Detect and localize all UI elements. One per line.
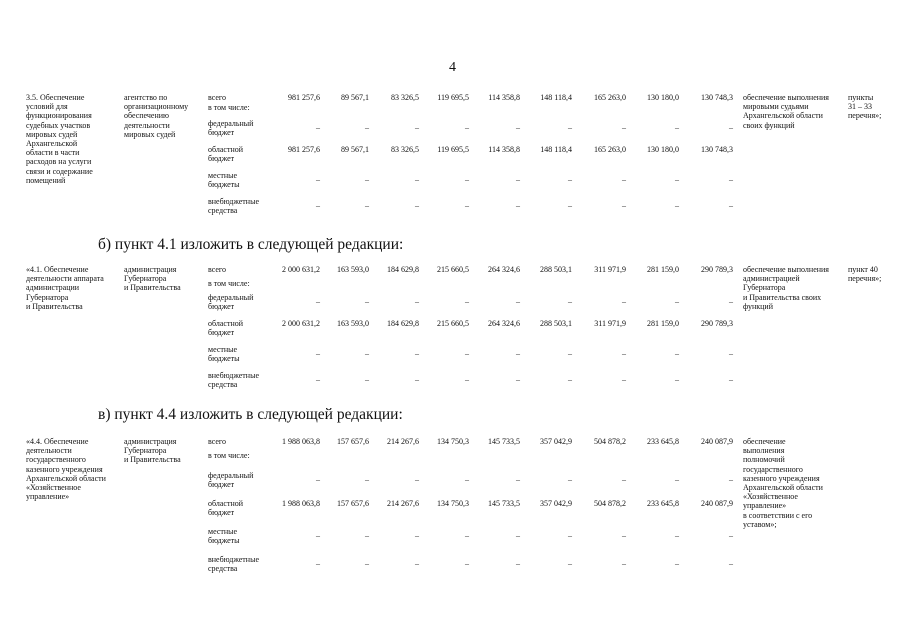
executor-line: Губернатора xyxy=(124,446,167,456)
table-cell-dash: – xyxy=(622,175,626,184)
table-cell-dash: – xyxy=(729,375,733,384)
table-cell-dash: – xyxy=(729,297,733,306)
table-cell-dash: – xyxy=(729,531,733,540)
table-cell-dash: – xyxy=(365,201,369,210)
measure-name-line: управление» xyxy=(26,492,70,502)
expected-result-line: полномочий xyxy=(743,455,785,465)
table-cell-dash: – xyxy=(365,559,369,568)
funding-source-line: областной xyxy=(208,319,244,328)
expected-result-line: Архангельской области xyxy=(743,111,823,121)
table-cell-value: 165 263,0 xyxy=(594,93,626,102)
measure-name-line: функционирования xyxy=(26,111,92,121)
executor-line: администрация xyxy=(124,437,177,446)
table-cell-dash: – xyxy=(729,349,733,358)
table-cell-dash: – xyxy=(568,475,572,484)
reference-line: перечня»; xyxy=(848,274,882,284)
table-cell-dash: – xyxy=(415,201,419,210)
table-cell-value: 83 326,5 xyxy=(391,93,419,102)
measure-name-line: связи и содержание xyxy=(26,166,93,176)
table-cell-dash: – xyxy=(568,175,572,184)
expected-result-line: выполнения xyxy=(743,446,785,456)
funding-source-line: средства xyxy=(208,380,238,390)
expected-result-line: в соответствии с его xyxy=(743,510,813,520)
table-cell-dash: – xyxy=(675,375,679,384)
table-cell-dash: – xyxy=(365,375,369,384)
measure-name-line: Архангельской xyxy=(26,139,78,148)
expected-result-line: мировыми судьями xyxy=(743,102,809,112)
funding-source-line: внебюджетные xyxy=(208,555,259,564)
table-cell-dash: – xyxy=(516,531,520,540)
table-cell-dash: – xyxy=(516,375,520,384)
table-cell-dash: – xyxy=(568,123,572,132)
expected-result-line: администрацией xyxy=(743,274,800,284)
table-cell-dash: – xyxy=(316,375,320,384)
table-cell-value: 290 789,3 xyxy=(701,265,733,274)
funding-source-line: федеральный xyxy=(208,119,254,128)
table-cell-dash: – xyxy=(729,175,733,184)
measure-name-line: администрации xyxy=(26,283,80,293)
table-cell-value: 215 660,5 xyxy=(437,319,469,328)
table-cell-dash: – xyxy=(316,531,320,540)
expected-result-line: функций xyxy=(743,301,773,311)
table-cell-dash: – xyxy=(415,531,419,540)
funding-source-line: всего xyxy=(208,93,227,102)
table-cell-dash: – xyxy=(465,475,469,484)
funding-source-line: бюджеты xyxy=(208,354,240,364)
table-cell-value: 119 695,5 xyxy=(437,145,469,154)
table-cell-dash: – xyxy=(365,475,369,484)
expected-result-line: своих функций xyxy=(743,120,795,130)
table-cell-value: 2 000 631,2 xyxy=(282,265,320,274)
table-cell-dash: – xyxy=(316,475,320,484)
table-cell-value: 311 971,9 xyxy=(594,319,626,328)
table-cell-dash: – xyxy=(465,297,469,306)
table-cell-dash: – xyxy=(729,559,733,568)
measure-name-line: казенного учреждения xyxy=(26,464,103,474)
table-cell-dash: – xyxy=(316,123,320,132)
table-cell-dash: – xyxy=(622,531,626,540)
funding-source-line: внебюджетные xyxy=(208,197,259,206)
executor-line: администрация xyxy=(124,265,177,274)
funding-source-line: бюджеты xyxy=(208,180,240,190)
page-number: 4 xyxy=(449,60,456,75)
table-cell-value: 1 988 063,8 xyxy=(282,437,320,446)
table-cell-value: 233 645,8 xyxy=(647,499,679,508)
table-cell-dash: – xyxy=(316,559,320,568)
measure-name-line: судебных участков xyxy=(26,120,91,130)
expected-result-line: «Хозяйственное xyxy=(743,492,798,502)
reference-line: пункты xyxy=(848,93,874,102)
table-cell-value: 2 000 631,2 xyxy=(282,319,320,328)
table-cell-dash: – xyxy=(415,349,419,358)
executor-line: Губернатора xyxy=(124,274,167,284)
table-cell-dash: – xyxy=(415,559,419,568)
funding-source-line: всего xyxy=(208,437,227,446)
funding-source-line: бюджеты xyxy=(208,536,240,546)
table-cell-dash: – xyxy=(465,349,469,358)
table-cell-value: 240 087,9 xyxy=(701,437,733,446)
funding-source-line: в том числе: xyxy=(208,279,250,288)
table-cell-dash: – xyxy=(568,297,572,306)
executor-line: мировых судей xyxy=(124,129,176,139)
table-cell-dash: – xyxy=(365,123,369,132)
table-cell-value: 130 180,0 xyxy=(647,93,679,102)
expected-result-line: Архангельской области xyxy=(743,483,823,492)
table-cell-value: 157 657,6 xyxy=(337,437,369,446)
table-cell-value: 281 159,0 xyxy=(647,265,679,274)
funding-source-line: всего xyxy=(208,265,227,274)
funding-source-line: бюджет xyxy=(208,328,235,338)
table-cell-value: 114 358,8 xyxy=(488,145,520,154)
funding-source-line: бюджет xyxy=(208,508,235,518)
table-cell-dash: – xyxy=(415,123,419,132)
table-cell-value: 215 660,5 xyxy=(437,265,469,274)
funding-source-line: областной xyxy=(208,499,244,508)
table-cell-dash: – xyxy=(622,559,626,568)
table-cell-value: 165 263,0 xyxy=(594,145,626,154)
table-cell-dash: – xyxy=(675,297,679,306)
funding-source-line: федеральный xyxy=(208,293,254,302)
expected-result-line: уставом»; xyxy=(743,519,777,529)
funding-source-line: внебюджетные xyxy=(208,371,259,380)
table-cell-dash: – xyxy=(675,349,679,358)
table-cell-dash: – xyxy=(516,349,520,358)
executor-line: и Правительства xyxy=(124,455,181,465)
table-cell-value: 1 988 063,8 xyxy=(282,499,320,508)
table-cell-value: 157 657,6 xyxy=(337,499,369,508)
table-cell-value: 119 695,5 xyxy=(437,93,469,102)
table-cell-value: 233 645,8 xyxy=(647,437,679,446)
table-cell-dash: – xyxy=(675,475,679,484)
table-cell-dash: – xyxy=(316,201,320,210)
expected-result-line: управление» xyxy=(743,501,787,511)
table-cell-value: 148 118,4 xyxy=(540,145,572,154)
table-cell-value: 145 733,5 xyxy=(488,437,520,446)
table-cell-value: 288 503,1 xyxy=(540,319,572,328)
table-cell-value: 281 159,0 xyxy=(647,319,679,328)
table-cell-dash: – xyxy=(729,475,733,484)
table-cell-dash: – xyxy=(465,175,469,184)
table-cell-value: 184 629,8 xyxy=(387,319,419,328)
table-cell-value: 163 593,0 xyxy=(337,265,369,274)
table-cell-dash: – xyxy=(516,475,520,484)
funding-source-line: областной xyxy=(208,145,244,154)
table-cell-value: 148 118,4 xyxy=(540,93,572,102)
table-cell-dash: – xyxy=(729,123,733,132)
table-cell-dash: – xyxy=(516,297,520,306)
table-cell-value: 130 748,3 xyxy=(701,145,733,154)
measure-name-line: «4.4. Обеспечение xyxy=(26,437,89,446)
table-cell-dash: – xyxy=(675,175,679,184)
table-cell-dash: – xyxy=(675,201,679,210)
table-cell-dash: – xyxy=(675,531,679,540)
section-heading-c: в) пункт 4.4 изложить в следующей редакции: xyxy=(98,406,403,423)
funding-source-line: в том числе: xyxy=(208,451,250,460)
table-cell-value: 134 750,3 xyxy=(437,499,469,508)
funding-source-line: бюджет xyxy=(208,128,235,138)
table-cell-value: 288 503,1 xyxy=(540,265,572,274)
reference-line: пункт 40 xyxy=(848,265,878,274)
table-cell-dash: – xyxy=(568,559,572,568)
executor-line: агентство по xyxy=(124,93,168,102)
table-cell-dash: – xyxy=(316,349,320,358)
measure-name-line: условий для xyxy=(26,102,68,112)
table-cell-value: 89 567,1 xyxy=(341,145,369,154)
funding-source-line: бюджет xyxy=(208,480,235,490)
measure-name-line: Губернатора xyxy=(26,292,69,302)
table-cell-value: 240 087,9 xyxy=(701,499,733,508)
table-cell-value: 89 567,1 xyxy=(341,93,369,102)
table-cell-dash: – xyxy=(622,349,626,358)
table-cell-dash: – xyxy=(516,201,520,210)
table-cell-value: 114 358,8 xyxy=(488,93,520,102)
expected-result-line: государственного xyxy=(743,464,803,474)
table-cell-value: 264 324,6 xyxy=(488,319,520,328)
table-cell-dash: – xyxy=(415,175,419,184)
table-cell-value: 504 878,2 xyxy=(594,499,626,508)
table-cell-dash: – xyxy=(415,297,419,306)
executor-line: и Правительства xyxy=(124,283,181,293)
measure-name-line: «4.1. Обеспечение xyxy=(26,265,89,274)
measure-name-line: деятельности xyxy=(26,446,72,456)
table-cell-dash: – xyxy=(675,559,679,568)
funding-source-line: федеральный xyxy=(208,471,254,480)
table-cell-dash: – xyxy=(568,375,572,384)
measure-name-line: государственного xyxy=(26,455,86,465)
table-cell-dash: – xyxy=(516,559,520,568)
table-cell-dash: – xyxy=(568,349,572,358)
table-cell-dash: – xyxy=(622,123,626,132)
funding-source-line: средства xyxy=(208,564,238,574)
measure-name-line: мировых судей xyxy=(26,129,78,139)
funding-source-line: бюджет xyxy=(208,302,235,312)
expected-result-line: обеспечение xyxy=(743,437,786,446)
table-cell-dash: – xyxy=(465,531,469,540)
table-cell-dash: – xyxy=(568,201,572,210)
table-cell-value: 311 971,9 xyxy=(594,265,626,274)
funding-source-line: средства xyxy=(208,206,238,216)
table-cell-dash: – xyxy=(675,123,679,132)
reference-line: перечня»; xyxy=(848,111,882,121)
measure-name-line: расходов на услуги xyxy=(26,157,92,167)
table-cell-value: 130 748,3 xyxy=(701,93,733,102)
table-cell-value: 163 593,0 xyxy=(337,319,369,328)
measure-name-line: «Хозяйственное xyxy=(26,483,81,492)
executor-line: организационному xyxy=(124,102,189,112)
expected-result-line: Губернатора xyxy=(743,283,786,293)
table-cell-dash: – xyxy=(729,201,733,210)
table-cell-dash: – xyxy=(516,123,520,132)
expected-result-line: обеспечение выполнения xyxy=(743,265,829,274)
expected-result-line: казенного учреждения xyxy=(743,473,820,483)
table-cell-value: 134 750,3 xyxy=(437,437,469,446)
table-cell-value: 130 180,0 xyxy=(647,145,679,154)
table-cell-value: 214 267,6 xyxy=(387,499,419,508)
measure-name-line: и Правительства xyxy=(26,301,83,311)
table-cell-dash: – xyxy=(622,297,626,306)
table-cell-dash: – xyxy=(365,349,369,358)
executor-line: обеспечению xyxy=(124,111,170,121)
funding-source-line: в том числе: xyxy=(208,103,250,112)
table-cell-dash: – xyxy=(415,375,419,384)
table-cell-value: 264 324,6 xyxy=(488,265,520,274)
table-cell-dash: – xyxy=(622,375,626,384)
table-cell-value: 504 878,2 xyxy=(594,437,626,446)
section-heading-b: б) пункт 4.1 изложить в следующей редакции: xyxy=(98,236,404,253)
funding-source-line: местные xyxy=(208,171,238,180)
table-cell-dash: – xyxy=(568,531,572,540)
table-cell-dash: – xyxy=(465,559,469,568)
measure-name-line: 3.5. Обеспечение xyxy=(26,93,85,102)
measure-name-line: области в части xyxy=(26,148,80,158)
table-cell-dash: – xyxy=(465,375,469,384)
expected-result-line: и Правительства своих xyxy=(743,292,822,302)
table-cell-value: 981 257,6 xyxy=(288,93,320,102)
reference-line: 31 – 33 xyxy=(848,102,872,112)
expected-result-line: обеспечение выполнения xyxy=(743,93,829,102)
table-cell-dash: – xyxy=(365,531,369,540)
table-cell-value: 145 733,5 xyxy=(488,499,520,508)
table-cell-value: 357 042,9 xyxy=(540,437,572,446)
measure-name-line: Архангельской области xyxy=(26,473,106,483)
table-cell-dash: – xyxy=(516,175,520,184)
table-cell-dash: – xyxy=(365,175,369,184)
table-cell-dash: – xyxy=(365,297,369,306)
table-cell-dash: – xyxy=(316,297,320,306)
table-cell-value: 981 257,6 xyxy=(288,145,320,154)
executor-line: деятельности xyxy=(124,120,170,130)
funding-source-line: местные xyxy=(208,527,238,536)
table-cell-dash: – xyxy=(622,475,626,484)
table-cell-dash: – xyxy=(465,201,469,210)
table-cell-value: 83 326,5 xyxy=(391,145,419,154)
funding-source-line: местные xyxy=(208,345,238,354)
measure-name-line: деятельности аппарата xyxy=(26,274,104,284)
funding-source-line: бюджет xyxy=(208,154,235,164)
table-cell-value: 357 042,9 xyxy=(540,499,572,508)
table-cell-dash: – xyxy=(622,201,626,210)
table-cell-dash: – xyxy=(415,475,419,484)
table-cell-value: 184 629,8 xyxy=(387,265,419,274)
table-cell-dash: – xyxy=(316,175,320,184)
measure-name-line: помещений xyxy=(26,175,66,185)
table-cell-value: 290 789,3 xyxy=(701,319,733,328)
table-cell-value: 214 267,6 xyxy=(387,437,419,446)
table-cell-dash: – xyxy=(465,123,469,132)
